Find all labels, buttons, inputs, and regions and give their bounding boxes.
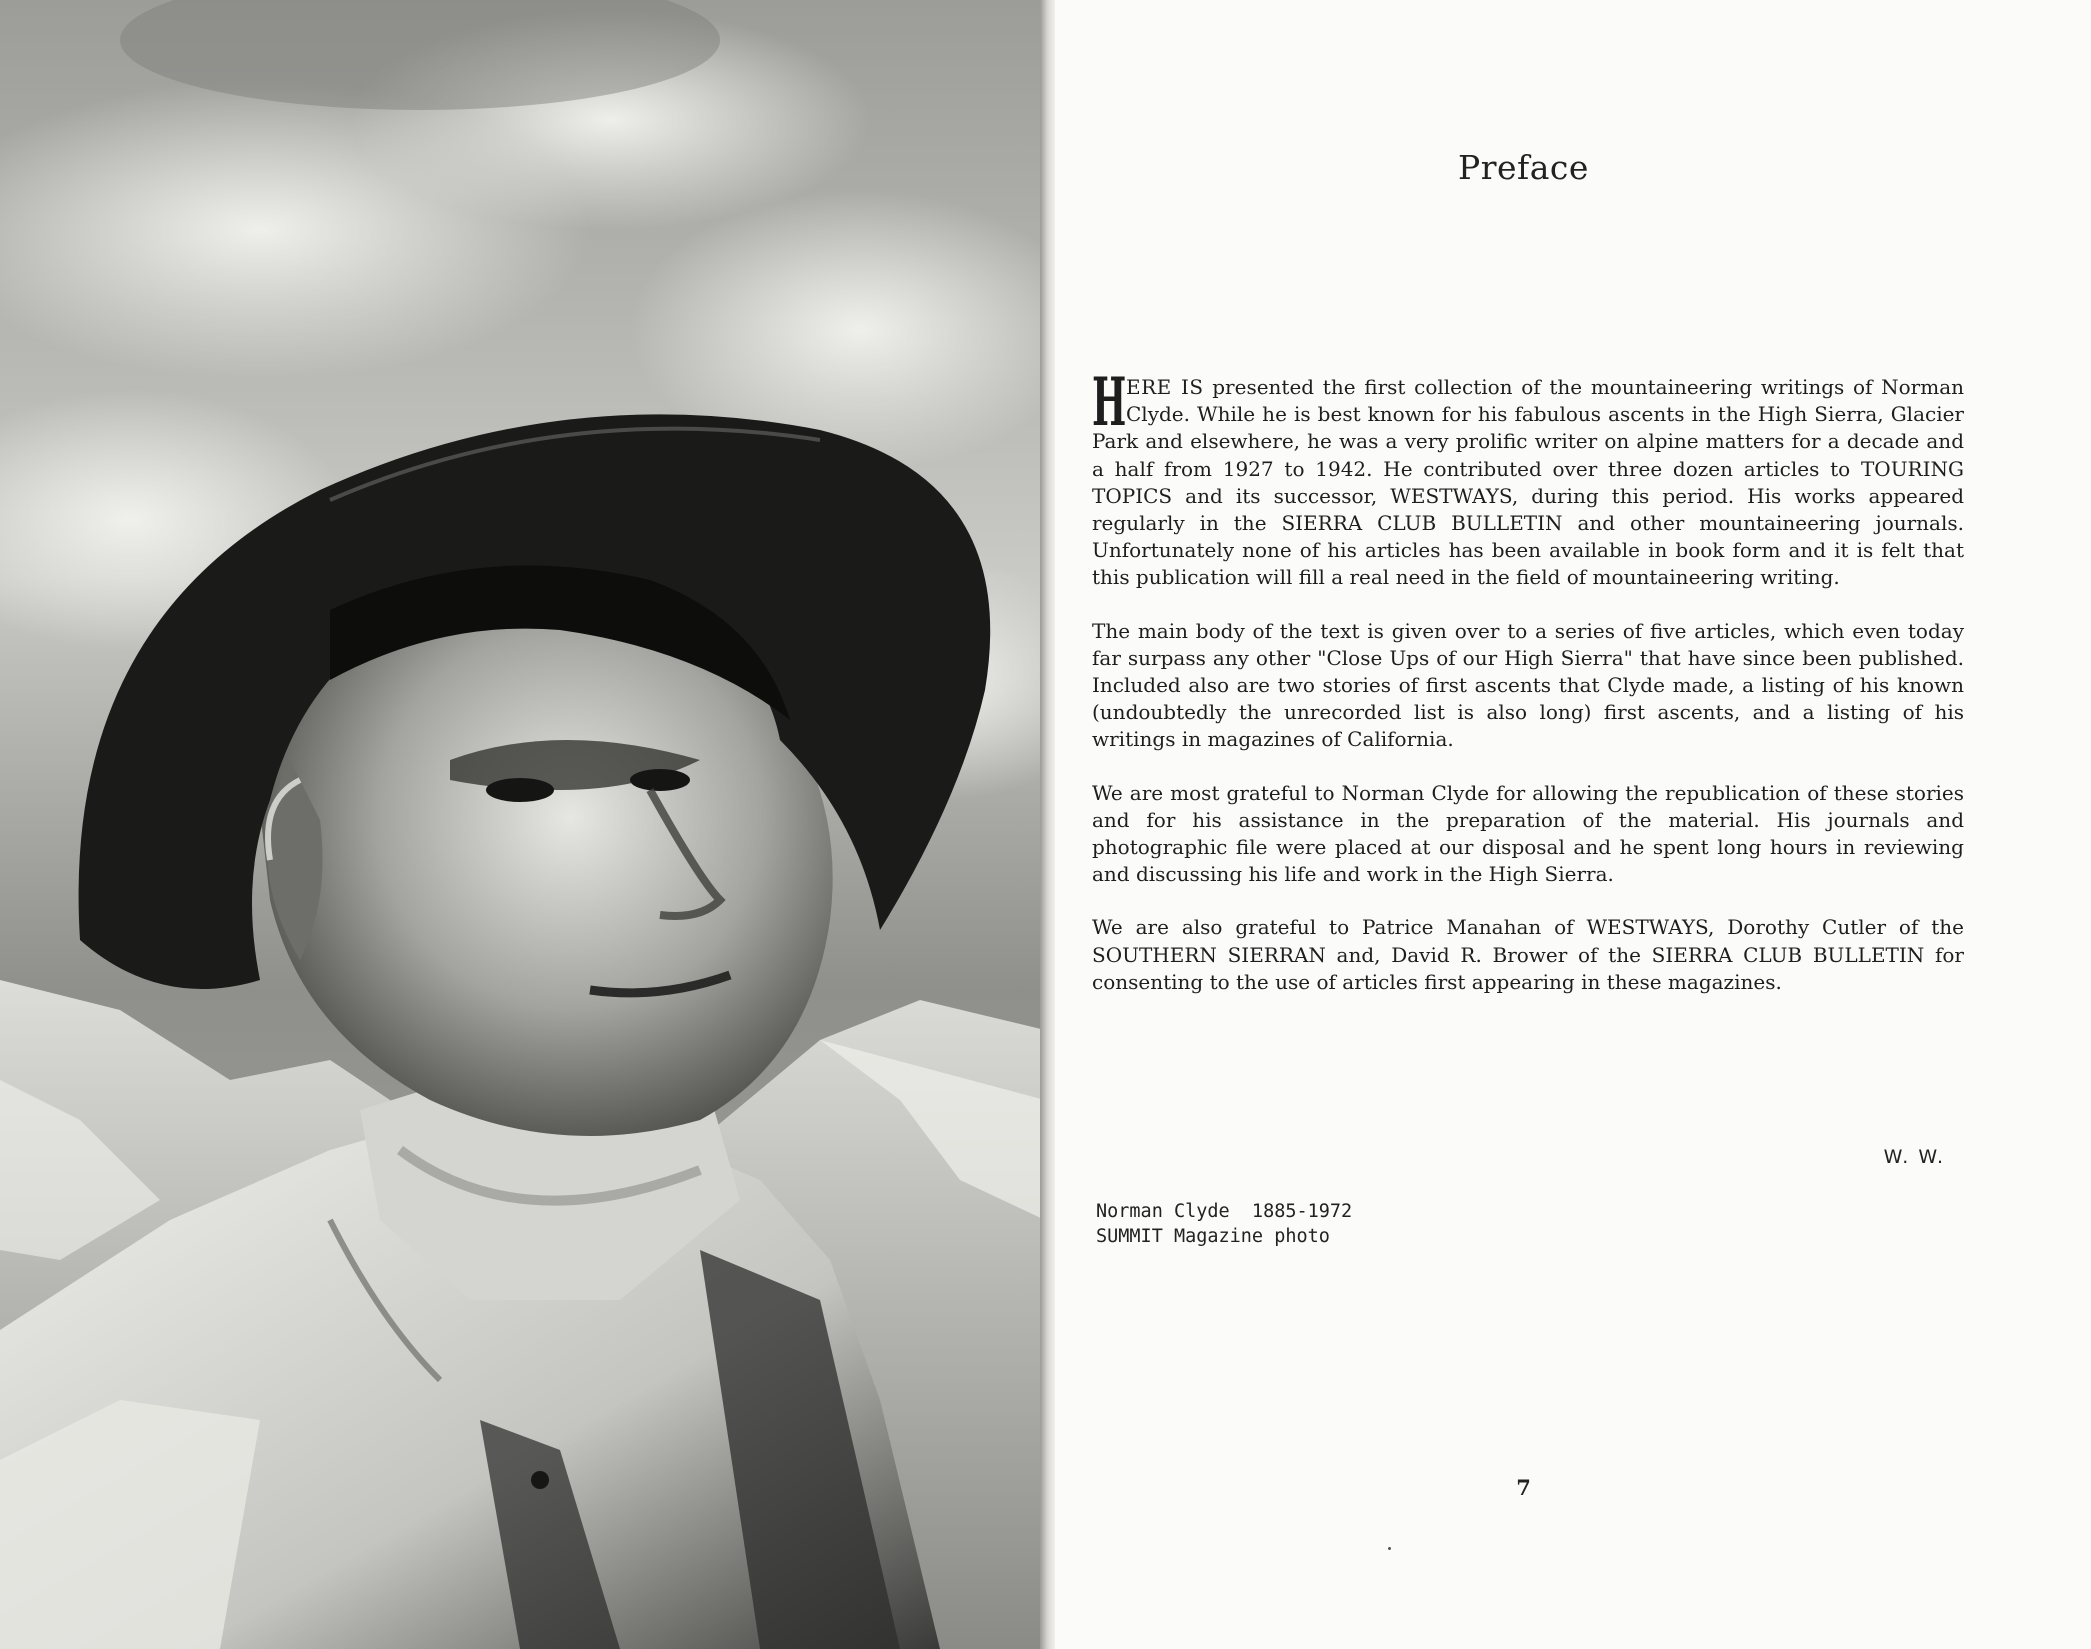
preface-paragraph-3: We are most grateful to Norman Clyde for allowing the republication of these stories and for his assistance in the preparation of the material. His journals and photographic file were placed at our disposal and he spent long hours in reviewing and discussing his life and work in the High Sierra.: [1092, 780, 1964, 887]
page-number: 7: [1516, 1475, 1531, 1500]
paragraph-1-text: presented the first collection of the mountaineering writings of Norman Clyde. While he is best known for his fabulous ascents in the High Sierra, Glacier Park and elsewhere, he was a very prolific writer on alpine matters for a decade and a half from 1927 to 1942. He contributed over three dozen articles to TOURING TOPICS and its successor, WESTWAYS, during this period. His works appeared regularly in the SIERRA CLUB BULLETIN and other mountaineering journals. Unfortunately none of his articles has been available in book form and it is felt that this publication will fill a real need in the field of mountaineering writing.: [1092, 375, 1965, 590]
print-speck: [1388, 1547, 1391, 1550]
caption-line-1: Norman Clyde 1885-1972: [1096, 1201, 1353, 1222]
preface-page: [1055, 0, 2091, 1649]
photo-caption: [1096, 1199, 1352, 1249]
preface-paragraph-4: We are also grateful to Patrice Manahan of WESTWAYS, Dorothy Cutler of the SOUTHERN SIERRAN and, David R. Brower of the SIERRA CLUB BULLETIN for consenting to the use of articles first appearing in these magazines.: [1092, 915, 1964, 994]
page-title: Preface: [1458, 148, 1589, 187]
author-initials: W. W.: [1883, 1146, 1945, 1168]
portrait-photo: [0, 0, 1045, 1649]
preface-body: [1092, 363, 1965, 1022]
drop-cap: H: [1092, 363, 1127, 441]
preface-paragraph-1: [1092, 363, 1965, 592]
caption-line-2: SUMMIT Magazine photo: [1096, 1226, 1330, 1247]
preface-paragraph-2: The main body of the text is given over to a series of five articles, which even today far surpass any other "Close Ups of our High Sierra" that have since been published. Included also are two stories of first ascents that Clyde made, a listing of his known (undoubtedly the unrecorded list is also long) first ascents, and a listing of his writings in magazines of California.: [1092, 618, 1964, 752]
portrait-photo-icon: [0, 0, 1045, 1649]
lead-caps: ERE IS: [1126, 375, 1204, 399]
